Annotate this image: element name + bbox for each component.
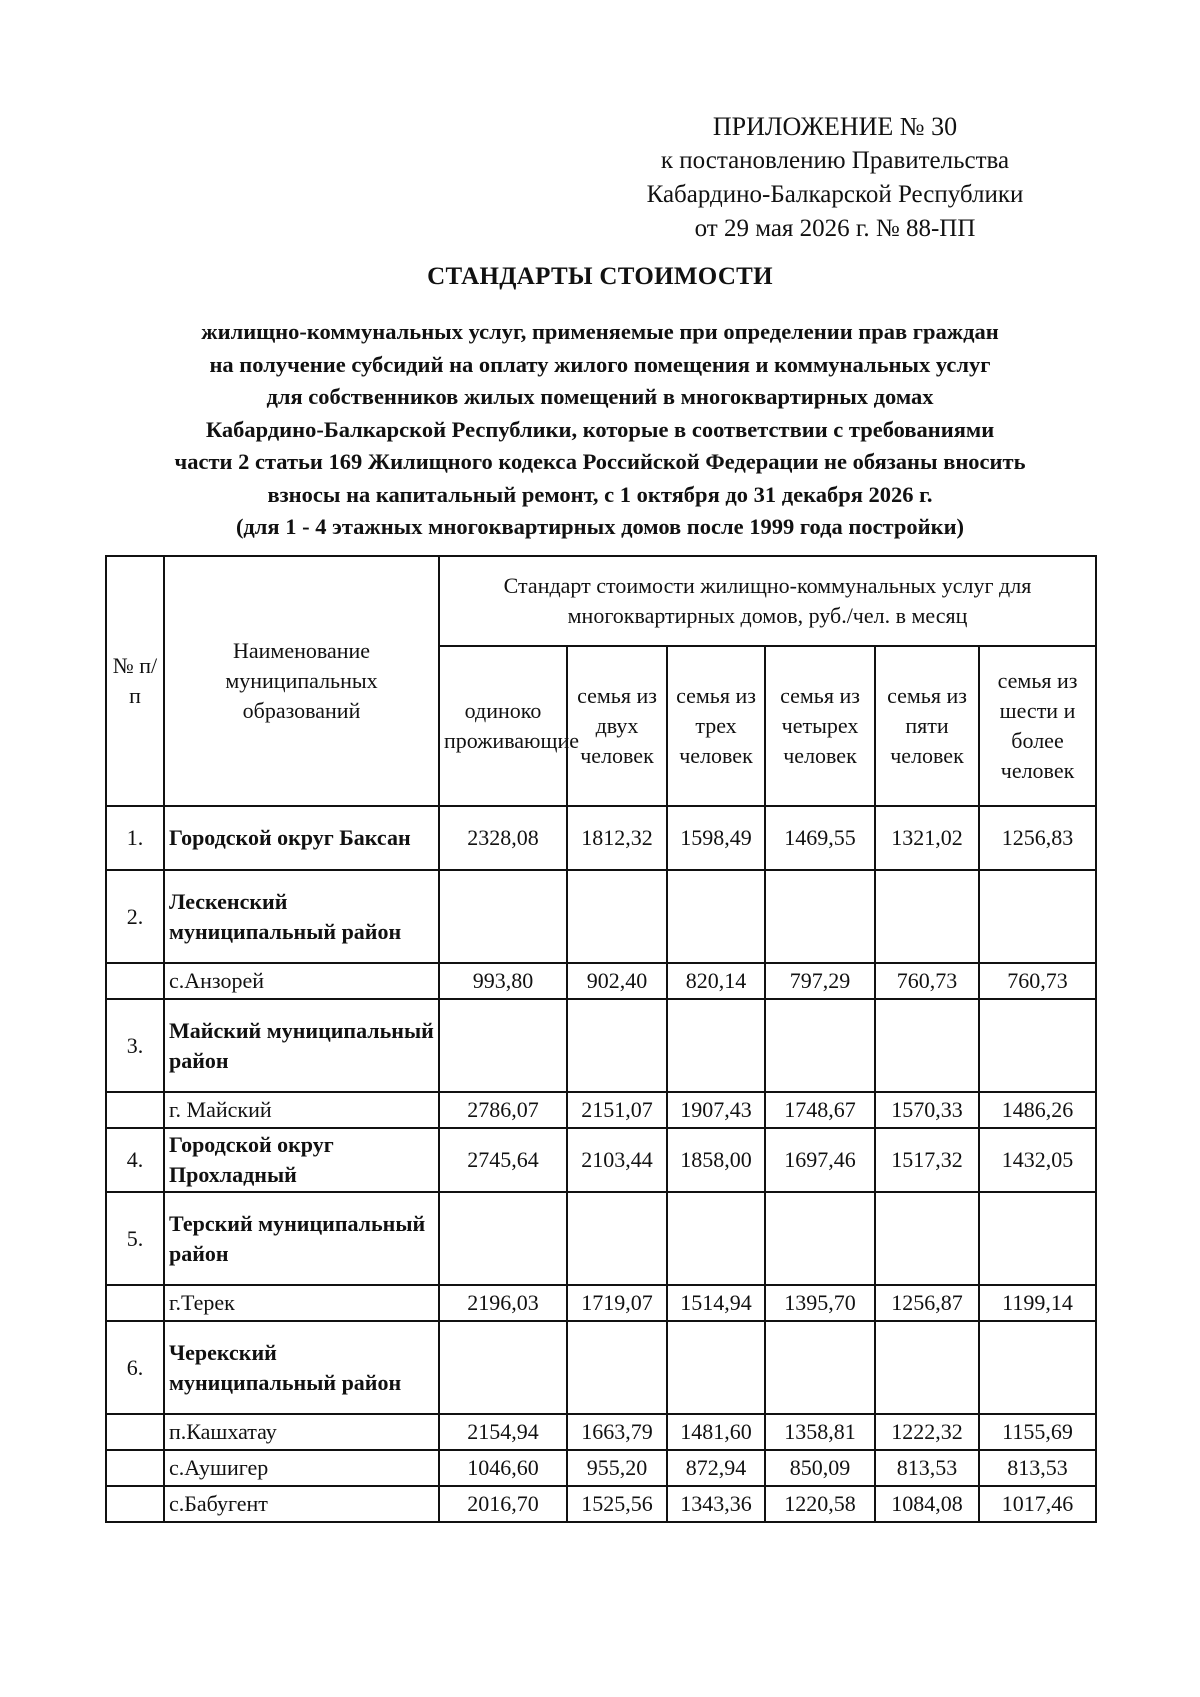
value-cell: 850,09: [765, 1450, 875, 1486]
header-col-three: семья из трех человек: [667, 646, 765, 806]
subtitle-line: жилищно-коммунальных услуг, применяемые при определении прав граждан: [201, 319, 999, 344]
value-cell: 1570,33: [875, 1092, 979, 1128]
value-cell: [875, 999, 979, 1092]
table-row: [106, 870, 1096, 963]
value-cell: 1598,49: [667, 806, 765, 870]
appendix-number: ПРИЛОЖЕНИЕ № 30: [712, 112, 958, 141]
row-name: Городской округ Баксан: [164, 806, 439, 870]
value-cell: 2016,70: [439, 1486, 567, 1522]
value-cell: 1858,00: [667, 1128, 765, 1192]
value-cell: 760,73: [875, 963, 979, 999]
row-number: 6.: [106, 1321, 164, 1414]
table-body: [106, 806, 1096, 1522]
row-name: Терский муниципальный район: [164, 1192, 439, 1285]
value-cell: 1907,43: [667, 1092, 765, 1128]
table-row: [106, 1128, 1096, 1192]
row-number: [106, 1486, 164, 1522]
header-col-single: одиноко проживающие: [439, 646, 567, 806]
value-cell: 902,40: [567, 963, 667, 999]
appendix-line-date: от 29 мая 2026 г. № 88-ПП: [694, 215, 976, 242]
value-cell: [439, 1192, 567, 1285]
value-cell: 1748,67: [765, 1092, 875, 1128]
value-cell: [439, 1321, 567, 1414]
table-row: [106, 1321, 1096, 1414]
value-cell: 955,20: [567, 1450, 667, 1486]
value-cell: 1517,32: [875, 1128, 979, 1192]
value-cell: [667, 870, 765, 963]
value-cell: 872,94: [667, 1450, 765, 1486]
row-number: 4.: [106, 1128, 164, 1192]
value-cell: 2745,64: [439, 1128, 567, 1192]
row-name: Майский муниципальный район: [164, 999, 439, 1092]
value-cell: 1358,81: [765, 1414, 875, 1450]
value-cell: [979, 999, 1096, 1092]
value-cell: 760,73: [979, 963, 1096, 999]
row-name: Городской округ Прохладный: [164, 1128, 439, 1192]
appendix-line-republic: Кабардино-Балкарской Республики: [646, 181, 1024, 208]
table-row: [106, 1450, 1096, 1486]
row-number: 2.: [106, 870, 164, 963]
value-cell: [567, 1192, 667, 1285]
value-cell: 1812,32: [567, 806, 667, 870]
value-cell: 813,53: [979, 1450, 1096, 1486]
value-cell: 797,29: [765, 963, 875, 999]
value-cell: 1343,36: [667, 1486, 765, 1522]
table-row: [106, 1092, 1096, 1128]
row-number: 3.: [106, 999, 164, 1092]
subtitle-line: Кабардино-Балкарской Республики, которые в соответствии с требованиями: [205, 416, 995, 442]
value-cell: 1663,79: [567, 1414, 667, 1450]
row-number: [106, 963, 164, 999]
header-group: Стандарт стоимости жилищно-коммунальных услуг для многоквартирных домов, руб./чел. в месяц: [439, 556, 1096, 646]
value-cell: 1222,32: [875, 1414, 979, 1450]
table-row: [106, 1285, 1096, 1321]
value-cell: 1017,46: [979, 1486, 1096, 1522]
value-cell: 1321,02: [875, 806, 979, 870]
value-cell: 1199,14: [979, 1285, 1096, 1321]
row-number: [106, 1414, 164, 1450]
value-cell: 1514,94: [667, 1285, 765, 1321]
subtitle-line: для собственников жилых помещений в многоквартирных домах: [266, 384, 934, 409]
value-cell: 1525,56: [567, 1486, 667, 1522]
value-cell: [567, 870, 667, 963]
row-name: с.Бабугент: [164, 1486, 439, 1522]
row-name: п.Кашхатау: [164, 1414, 439, 1450]
value-cell: 1469,55: [765, 806, 875, 870]
value-cell: 1395,70: [765, 1285, 875, 1321]
header-col-five: семья из пяти человек: [875, 646, 979, 806]
value-cell: [979, 1192, 1096, 1285]
table-row: [106, 999, 1096, 1092]
value-cell: [979, 1321, 1096, 1414]
row-name: Лескенский муниципальный район: [164, 870, 439, 963]
table-row: [106, 963, 1096, 999]
appendix-block: [600, 110, 1070, 246]
row-name: с.Аушигер: [164, 1450, 439, 1486]
value-cell: 1697,46: [765, 1128, 875, 1192]
value-cell: 1084,08: [875, 1486, 979, 1522]
document-subtitle: [100, 316, 1100, 544]
header-col-six-plus: семья из шести и более человек: [979, 646, 1096, 806]
value-cell: 813,53: [875, 1450, 979, 1486]
subtitle-line: на получение субсидий на оплату жилого помещения и коммунальных услуг: [209, 351, 991, 377]
header-col-two: семья из двух человек: [567, 646, 667, 806]
value-cell: [667, 1192, 765, 1285]
value-cell: 2196,03: [439, 1285, 567, 1321]
value-cell: 1256,87: [875, 1285, 979, 1321]
table-row: [106, 1414, 1096, 1450]
value-cell: [765, 1321, 875, 1414]
appendix-line-resolution: к постановлению Правительства: [660, 147, 1010, 174]
value-cell: 1155,69: [979, 1414, 1096, 1450]
row-number: [106, 1092, 164, 1128]
row-number: 1.: [106, 806, 164, 870]
value-cell: 993,80: [439, 963, 567, 999]
table-row: [106, 1192, 1096, 1285]
value-cell: 2328,08: [439, 806, 567, 870]
value-cell: [979, 870, 1096, 963]
table-row: [106, 806, 1096, 870]
value-cell: [439, 999, 567, 1092]
row-number: [106, 1285, 164, 1321]
row-number: [106, 1450, 164, 1486]
value-cell: [765, 999, 875, 1092]
value-cell: [439, 870, 567, 963]
value-cell: 1046,60: [439, 1450, 567, 1486]
row-name: с.Анзорей: [164, 963, 439, 999]
subtitle-line: взносы на капитальный ремонт, с 1 октября до 31 декабря 2026 г.: [267, 481, 933, 507]
value-cell: [875, 1192, 979, 1285]
value-cell: 2103,44: [567, 1128, 667, 1192]
subtitle-line: (для 1 - 4 этажных многоквартирных домов после 1999 года постройки): [235, 514, 965, 539]
subtitle-line: части 2 статьи 169 Жилищного кодекса Российской Федерации не обязаны вносить: [174, 449, 1026, 474]
value-cell: 1432,05: [979, 1128, 1096, 1192]
value-cell: 2154,94: [439, 1414, 567, 1450]
value-cell: 1256,83: [979, 806, 1096, 870]
value-cell: [875, 870, 979, 963]
value-cell: [875, 1321, 979, 1414]
value-cell: 1486,26: [979, 1092, 1096, 1128]
header-col-four: семья из четырех человек: [765, 646, 875, 806]
value-cell: 1719,07: [567, 1285, 667, 1321]
value-cell: [567, 999, 667, 1092]
row-name: Черекский муниципальный район: [164, 1321, 439, 1414]
row-name: г.Терек: [164, 1285, 439, 1321]
table-row: [106, 1486, 1096, 1522]
standards-table: [105, 555, 1097, 1523]
value-cell: 1481,60: [667, 1414, 765, 1450]
value-cell: 820,14: [667, 963, 765, 999]
value-cell: 1220,58: [765, 1486, 875, 1522]
value-cell: [765, 870, 875, 963]
value-cell: [667, 1321, 765, 1414]
document-title: СТАНДАРТЫ СТОИМОСТИ: [427, 263, 773, 290]
value-cell: [567, 1321, 667, 1414]
value-cell: 2786,07: [439, 1092, 567, 1128]
row-number: 5.: [106, 1192, 164, 1285]
value-cell: [765, 1192, 875, 1285]
row-name: г. Майский: [164, 1092, 439, 1128]
value-cell: [667, 999, 765, 1092]
header-num: № п/п: [106, 556, 164, 806]
header-name: Наименование муниципальных образований: [164, 556, 439, 806]
value-cell: 2151,07: [567, 1092, 667, 1128]
